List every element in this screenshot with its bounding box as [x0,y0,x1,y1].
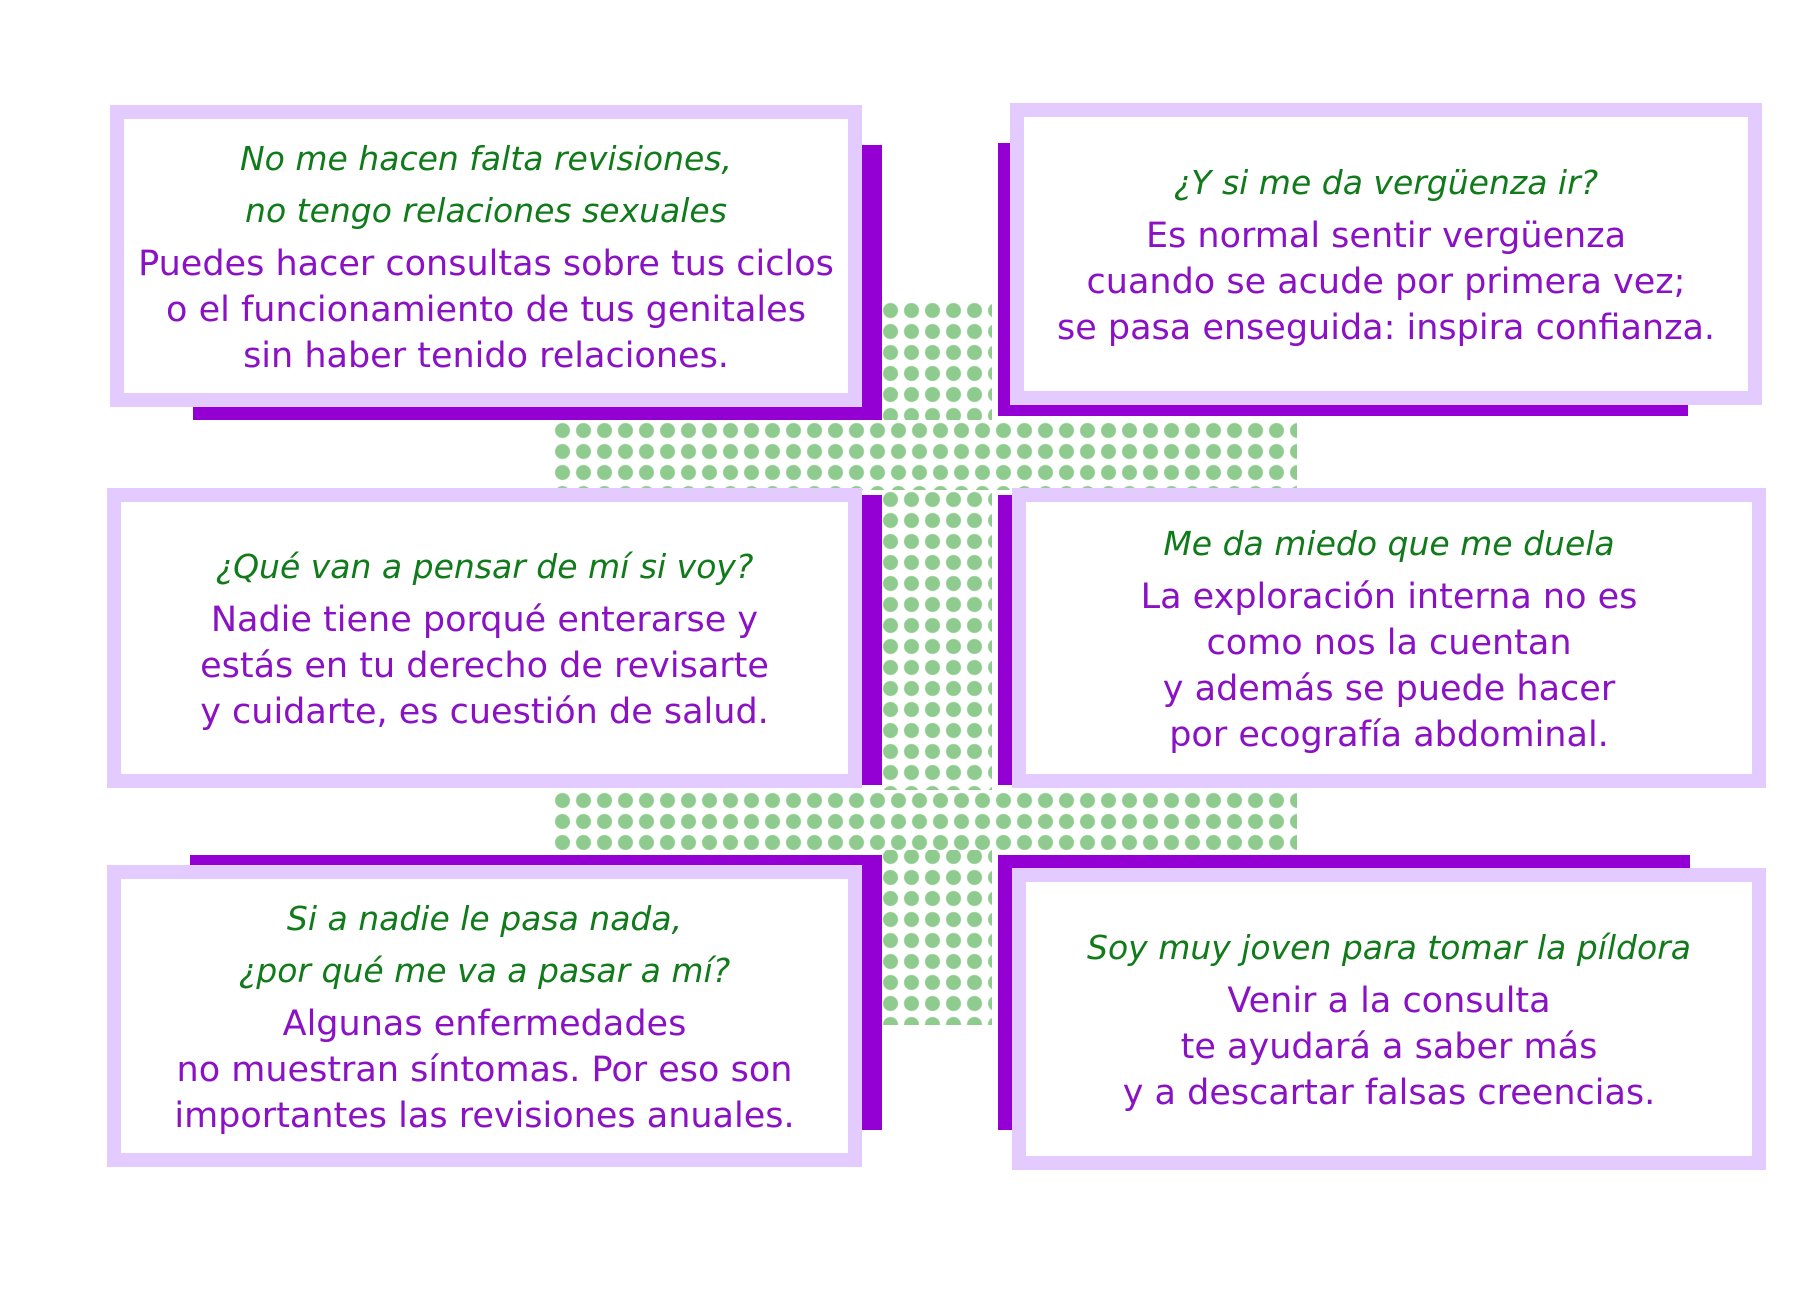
card-answer [1141,574,1638,758]
pattern-horizontal-top [552,420,1297,490]
accent-bar [862,495,882,785]
answer-line: cuando se acude por primera vez; [1086,262,1686,302]
card-question [1174,157,1598,209]
answer-line: y además se puede hacer [1162,669,1616,709]
card-question [1163,518,1614,570]
card-question [239,893,730,997]
card-answer [138,241,834,379]
card-question [1087,922,1691,974]
info-card-miedo-dolor [1012,488,1766,788]
answer-line: y a descartar falsas creencias. [1122,1073,1656,1113]
answer-line: te ayudará a saber más [1180,1027,1598,1067]
accent-bar [862,145,882,420]
info-card-no-relaciones [110,105,862,407]
info-card-pildora [1012,868,1766,1170]
answer-line: Algunas enfermedades [282,1004,687,1044]
question-line: ¿Qué van a pensar de mí si voy? [215,547,754,586]
pattern-horizontal-bottom [552,790,1297,850]
answer-line: se pasa enseguida: inspira confianza. [1056,308,1716,348]
answer-line: como nos la cuentan [1206,623,1572,663]
info-card-nadie-le-pasa [107,865,862,1167]
question-line: ¿por qué me va a pasar a mí? [238,951,731,990]
answer-line: Puedes hacer consultas sobre tus ciclos [138,244,834,284]
answer-line: importantes las revisiones anuales. [174,1096,795,1136]
answer-line: y cuidarte, es cuestión de salud. [200,692,769,732]
answer-line: estás en tu derecho de revisarte [200,646,769,686]
card-question [240,133,732,237]
answer-line: Nadie tiene porqué enterarse y [210,600,759,640]
card-question [216,541,754,593]
question-line: Soy muy joven para tomar la píldora [1087,928,1691,967]
question-line: ¿Y si me da vergüenza ir? [1173,163,1599,202]
pattern-vertical [880,300,992,1025]
question-line: No me hacen falta revisiones, [240,139,732,178]
answer-line: Es normal sentir vergüenza [1145,216,1627,256]
info-card-que-van-a-pensar [107,488,862,788]
card-answer [200,597,769,735]
answer-line: La exploración interna no es [1140,577,1638,617]
question-line: Si a nadie le pasa nada, [286,899,683,938]
card-answer [1123,978,1656,1116]
question-line: no tengo relaciones sexuales [245,191,727,230]
answer-line: Venir a la consulta [1227,981,1551,1021]
answer-line: o el funcionamiento de tus genitales [166,290,806,330]
card-answer [1057,213,1715,351]
answer-line: por ecografía abdominal. [1169,715,1609,755]
question-line: Me da miedo que me duela [1163,524,1615,563]
info-card-verguenza [1010,103,1762,405]
card-answer [174,1001,794,1139]
answer-line: no muestran síntomas. Por eso son [176,1050,793,1090]
accent-bar [862,855,882,1130]
answer-line: sin haber tenido relaciones. [243,336,729,376]
accent-bar [193,405,882,420]
